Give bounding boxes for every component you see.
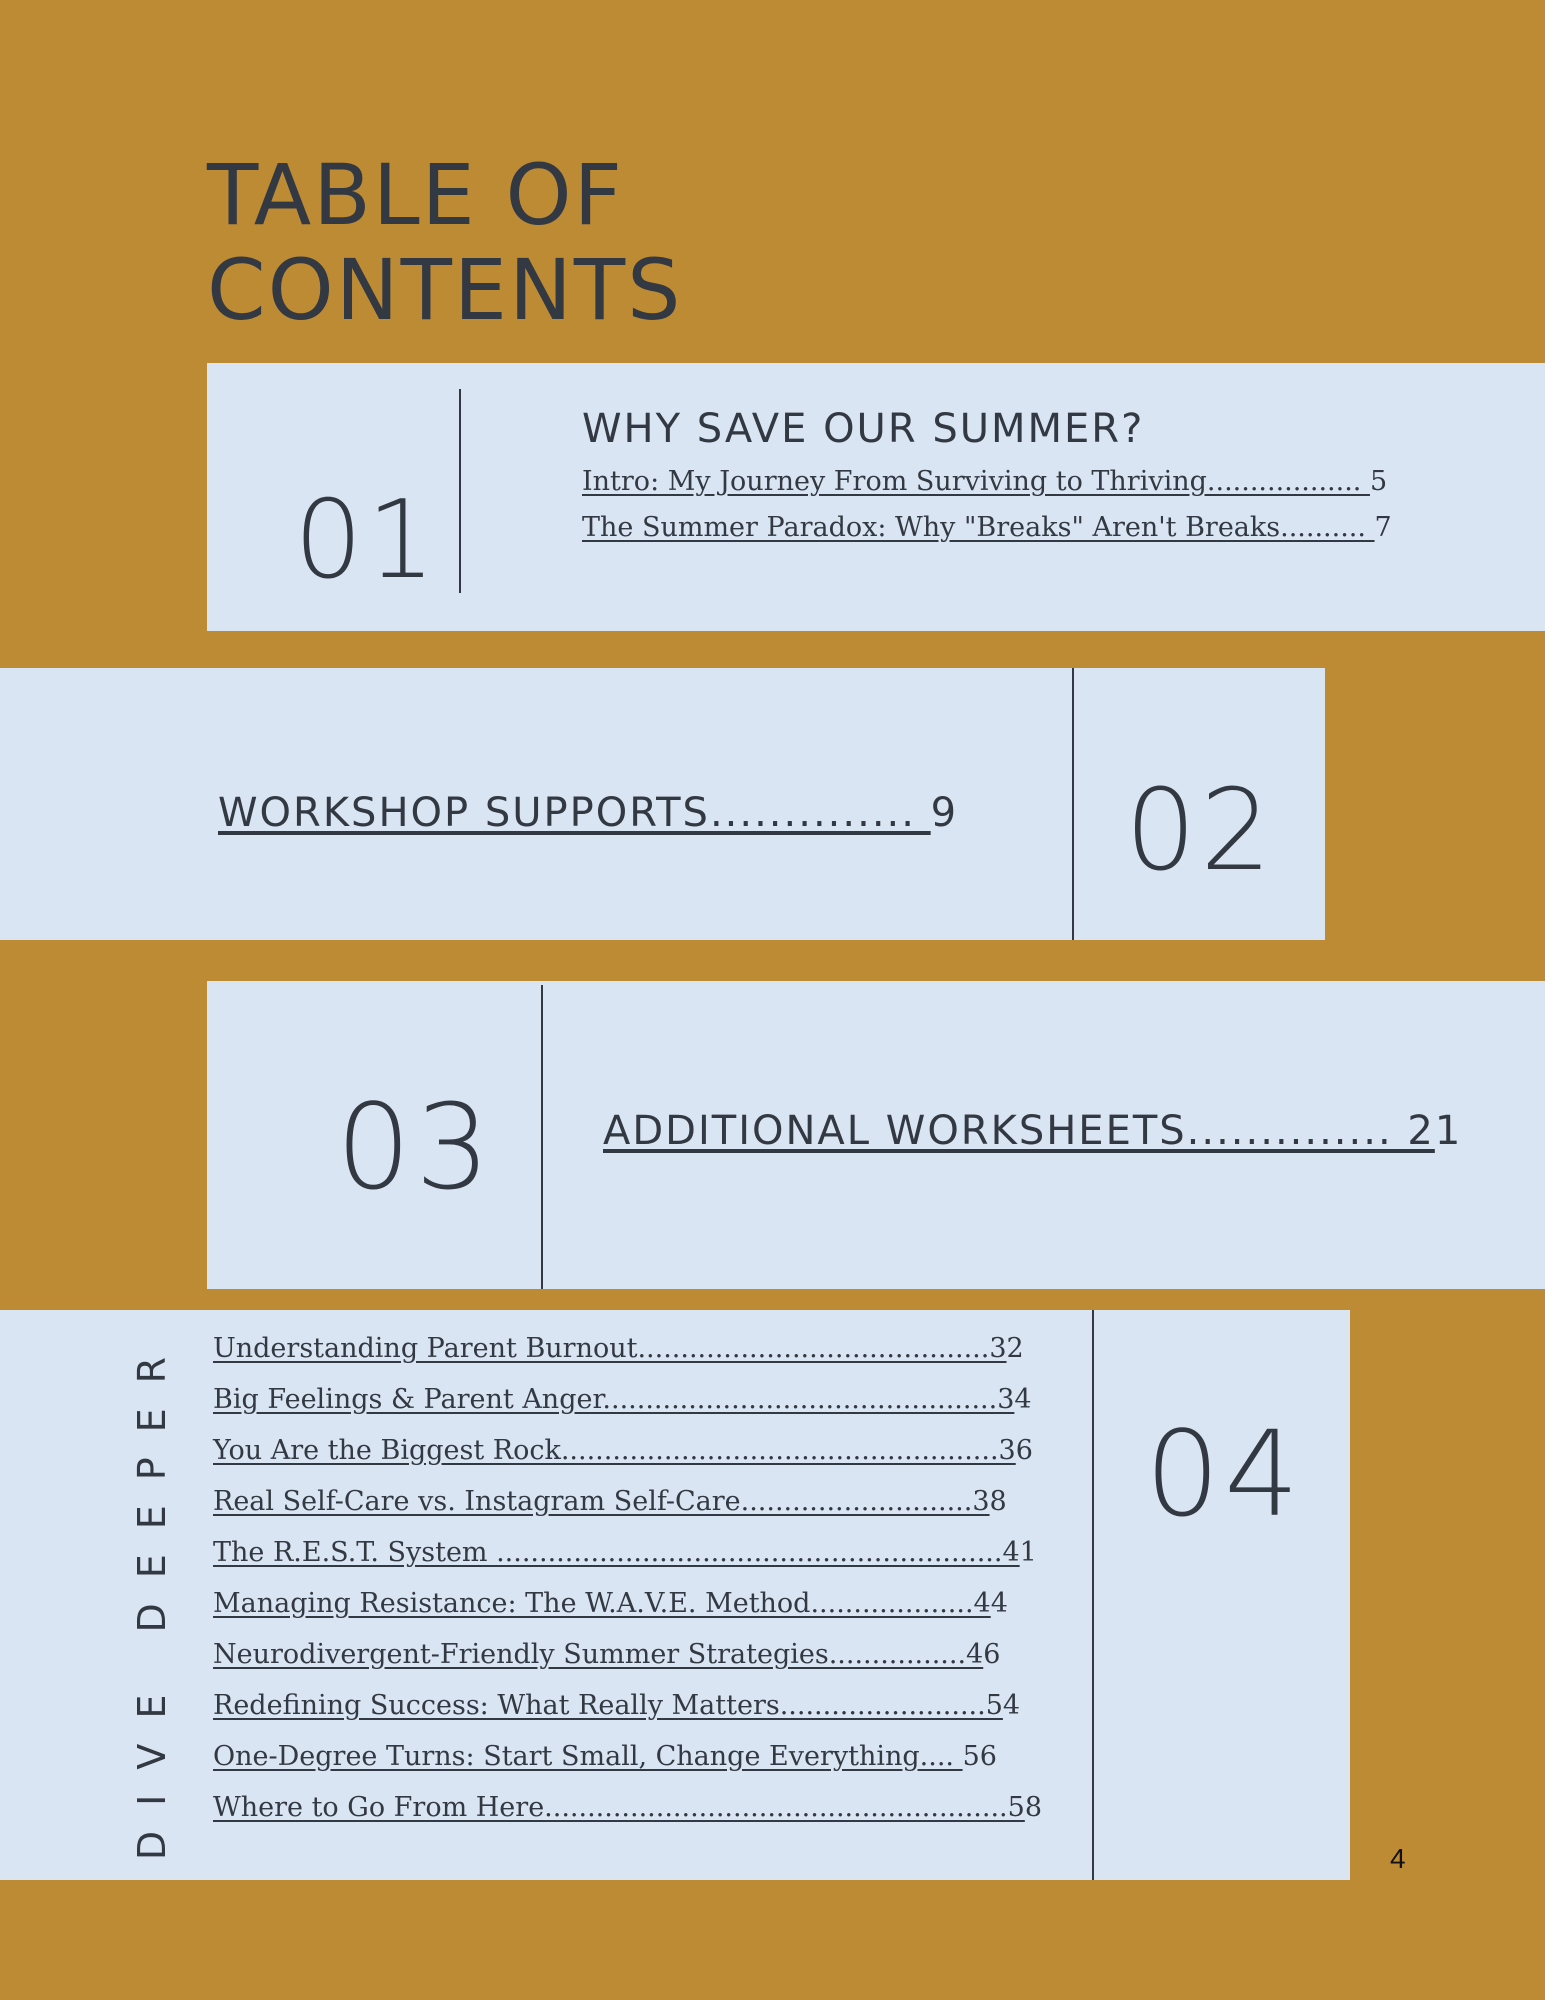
section-01-divider [459, 389, 461, 593]
toc-link-text: Real Self-Care vs. Instagram Self-Care...........................3 [213, 1486, 990, 1517]
section-03-divider [541, 985, 543, 1289]
section-04-divider [1092, 1310, 1094, 1880]
page-title [207, 148, 682, 338]
toc-link-page: 8 [1024, 1792, 1042, 1823]
toc-link-neurodivergent[interactable] [213, 1639, 1000, 1670]
toc-link-page: 5 [1369, 466, 1388, 497]
toc-link-text: Intro: My Journey From Surviving to Thriving.................. [582, 466, 1370, 497]
toc-link-text: ADDITIONAL WORKSHEETS.............. 2 [603, 1108, 1435, 1154]
toc-link-parent-burnout[interactable] [213, 1333, 1024, 1364]
section-02-divider [1072, 668, 1074, 940]
toc-link-workshop-supports[interactable] [218, 790, 958, 836]
toc-link-page: 9 [930, 790, 959, 836]
toc-link-text: Managing Resistance: The W.A.V.E. Method...................4 [213, 1588, 991, 1619]
toc-link-text: You Are the Biggest Rock...................................................3 [213, 1435, 1016, 1466]
toc-link-text: Understanding Parent Burnout.........................................3 [213, 1333, 1007, 1364]
section-03-number: 03 [336, 1078, 495, 1216]
toc-link-where-to-go[interactable] [213, 1792, 1042, 1823]
toc-link-page: 1 [1019, 1537, 1037, 1568]
toc-link-page: 4 [1014, 1384, 1032, 1415]
toc-link-text: Redefining Success: What Really Matters........................5 [213, 1690, 1003, 1721]
page-title-line-2: CONTENTS [207, 241, 683, 339]
toc-link-text: WORKSHOP SUPPORTS.............. [218, 790, 931, 836]
toc-link-page: 2 [1006, 1333, 1024, 1364]
toc-link-redefining-success[interactable] [213, 1690, 1020, 1721]
toc-link-page: 8 [989, 1486, 1007, 1517]
toc-link-page: 6 [1015, 1435, 1033, 1466]
toc-link-page: 4 [990, 1588, 1008, 1619]
toc-link-page: 56 [962, 1741, 997, 1772]
toc-link-one-degree-turns[interactable] [213, 1741, 997, 1772]
toc-link-text: Where to Go From Here......................................................5 [213, 1792, 1025, 1823]
toc-link-rest-system[interactable] [213, 1537, 1037, 1568]
section-01-heading: WHY SAVE OUR SUMMER? [582, 406, 1145, 452]
toc-link-page: 7 [1374, 512, 1392, 543]
page-title-line-1: TABLE OF [207, 146, 624, 244]
dive-deeper-label [112, 1331, 192, 1861]
toc-link-intro[interactable] [582, 466, 1387, 497]
toc-link-biggest-rock[interactable] [213, 1435, 1033, 1466]
toc-link-page: 1 [1434, 1108, 1463, 1154]
dive-deeper-text: DIVE DEEPER [130, 1331, 175, 1861]
toc-link-additional-worksheets[interactable] [603, 1108, 1462, 1154]
toc-link-page: 6 [983, 1639, 1001, 1670]
toc-link-text: The R.E.S.T. System ...........................................................4 [213, 1537, 1020, 1568]
toc-link-real-self-care[interactable] [213, 1486, 1007, 1517]
toc-link-summer-paradox[interactable] [582, 512, 1392, 543]
toc-link-text: Big Feelings & Parent Anger..............................................3 [213, 1384, 1015, 1415]
section-01-number: 01 [294, 478, 440, 603]
page-number: 4 [1390, 1843, 1406, 1874]
toc-link-text: One-Degree Turns: Start Small, Change Everything.... [213, 1741, 963, 1772]
toc-link-text: Neurodivergent-Friendly Summer Strategies................4 [213, 1639, 984, 1670]
toc-link-managing-resistance[interactable] [213, 1588, 1008, 1619]
section-02-number: 02 [1125, 766, 1276, 896]
section-04-number: 04 [1145, 1405, 1304, 1543]
toc-link-page: 4 [1002, 1690, 1021, 1721]
toc-link-big-feelings[interactable] [213, 1384, 1032, 1415]
toc-link-text: The Summer Paradox: Why "Breaks" Aren't Breaks.......... [582, 512, 1375, 543]
